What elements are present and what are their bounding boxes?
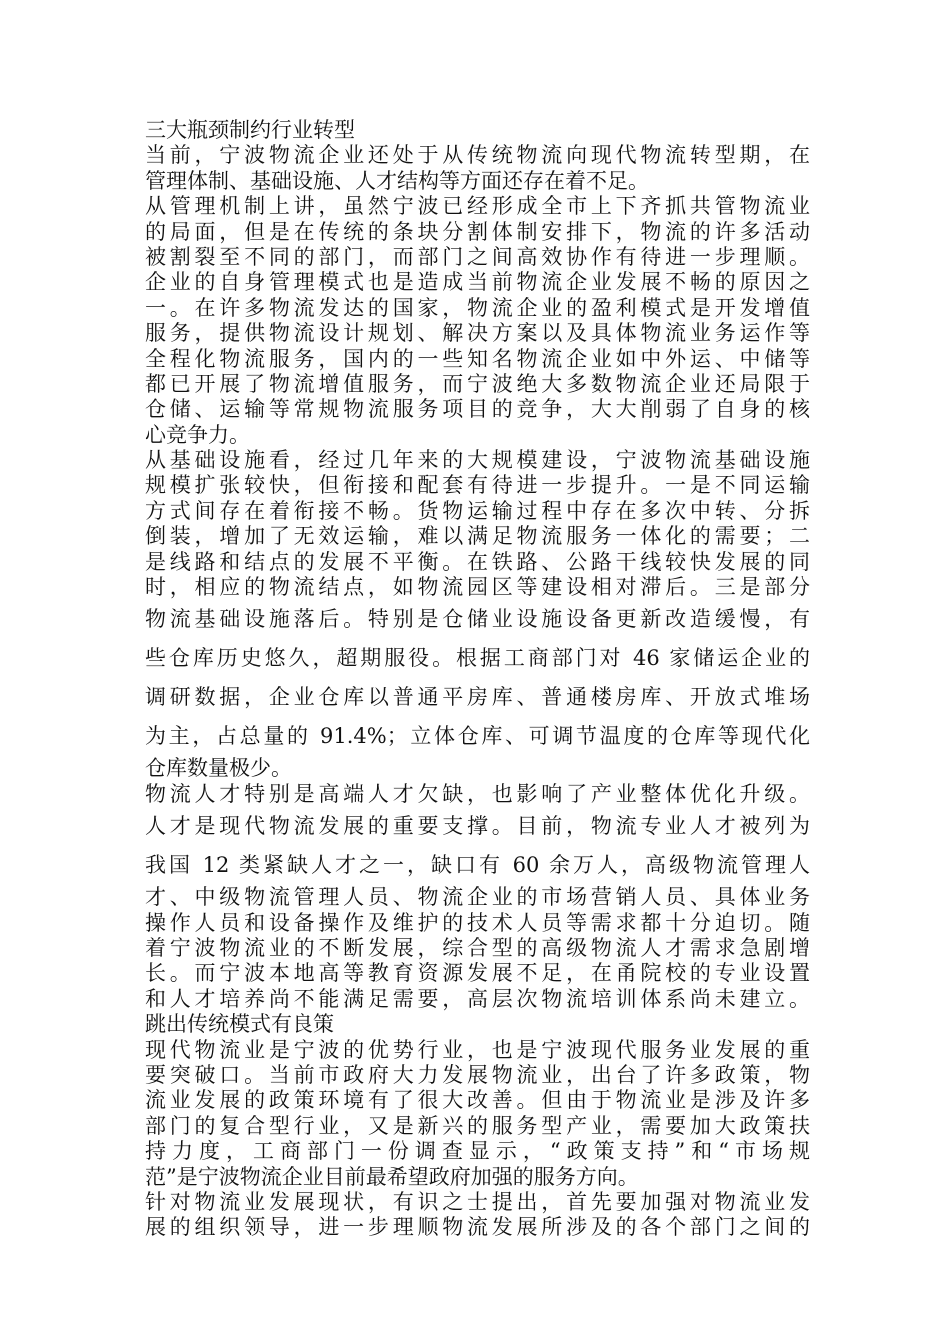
text-line: 部门的复合型行业，又是新兴的服务型产业，需要加大政策扶 [145,1113,810,1138]
text-line: 全程化物流服务，国内的一些知名物流企业如中外运、中储等 [145,346,810,371]
text-line: 方式间存在着衔接不畅。货物运输过程中存在多次中转、分拆 [145,498,810,523]
text-line: 些仓库历史悠久，超期服役。根据工商部门对 46 家储运企业的 [145,646,810,671]
text-line: 一。在许多物流发达的国家，物流企业的盈利模式是开发增值 [145,295,810,320]
text-line: 规模扩张较快，但衔接和配套有待进一步提升。一是不同运输 [145,473,810,498]
text-line: 才、中级物流管理人员、物流企业的市场营销人员、具体业务 [145,885,810,910]
text-line: 的局面，但是在传统的条块分割体制安排下，物流的许多活动 [145,219,810,244]
text-line: 管理体制、基础设施、人才结构等方面还存在着不足。 [145,168,649,193]
text-line: 服务，提供物流设计规划、解决方案以及具体物流业务运作等 [145,321,810,346]
section-heading: 跳出传统模式有良策 [145,1012,334,1037]
text-line: 针对物流业发展现状，有识之士提出，首先要加强对物流业发 [145,1189,810,1214]
text-line: 当前，宁波物流企业还处于从传统物流向现代物流转型期，在 [145,143,810,168]
text-line: 是线路和结点的发展不平衡。在铁路、公路干线较快发展的同 [145,549,810,574]
text-line: 着宁波物流业的不断发展，综合型的高级物流人才需求急剧增 [145,935,810,960]
text-line: 心竞争力。 [145,422,250,447]
text-line: 我国 12 类紧缺人才之一，缺口有 60 余万人，高级物流管理人 [145,853,810,878]
section-heading: 三大瓶颈制约行业转型 [145,118,355,142]
text-line: 展的组织领导，进一步理顺物流发展所涉及的各个部门之间的 [145,1215,810,1240]
text-line: 从基础设施看，经过几年来的大规模建设，宁波物流基础设施 [145,448,810,473]
text-line: 从管理机制上讲，虽然宁波已经形成全市上下齐抓共管物流业 [145,194,810,219]
text-line: 调研数据，企业仓库以普通平房库、普通楼房库、开放式堆场 [145,685,810,710]
text-line: 物流人才特别是高端人才欠缺，也影响了产业整体优化升级。 [145,781,810,806]
text-line: 为主，占总量的 91.4%；立体仓库、可调节温度的仓库等现代化 [145,724,810,749]
text-line: 企业的自身管理模式也是造成当前物流企业发展不畅的原因之 [145,270,810,295]
text-line: 持力度，工商部门一份调查显示，“政策支持”和“市场规 [145,1139,810,1164]
text-line: 和人才培养尚不能满足需要，高层次物流培训体系尚未建立。 [145,986,810,1011]
text-line: 倒装，增加了无效运输，难以满足物流服务一体化的需要；二 [145,524,810,549]
text-line: 要突破口。当前市政府大力发展物流业，出台了许多政策，物 [145,1062,810,1087]
text-line: 人才是现代物流发展的重要支撑。目前，物流专业人才被列为 [145,814,810,839]
text-line: 流业发展的政策环境有了很大改善。但由于物流业是涉及许多 [145,1088,810,1113]
text-line: 仓储、运输等常规物流服务项目的竞争，大大削弱了自身的核 [145,397,810,422]
text-line: 被割裂至不同的部门，而部门之间高效协作有待进一步理顺。 [145,244,810,269]
text-line: 操作人员和设备操作及维护的技术人员等需求都十分迫切。随 [145,910,810,935]
document-body [145,118,810,1241]
text-line: 仓库数量极少。 [145,756,292,781]
text-line: 时，相应的物流结点，如物流园区等建设相对滞后。三是部分 [145,575,810,600]
text-line: 长。而宁波本地高等教育资源发展不足，在甬院校的专业设置 [145,961,810,986]
text-line: 都已开展了物流增值服务，而宁波绝大多数物流企业还局限于 [145,371,810,396]
text-line: 物流基础设施落后。特别是仓储业设施设备更新改造缓慢，有 [145,607,810,632]
text-line: 范”是宁波物流企业目前最希望政府加强的服务方向。 [145,1164,639,1189]
text-line: 现代物流业是宁波的优势行业，也是宁波现代服务业发展的重 [145,1037,810,1062]
